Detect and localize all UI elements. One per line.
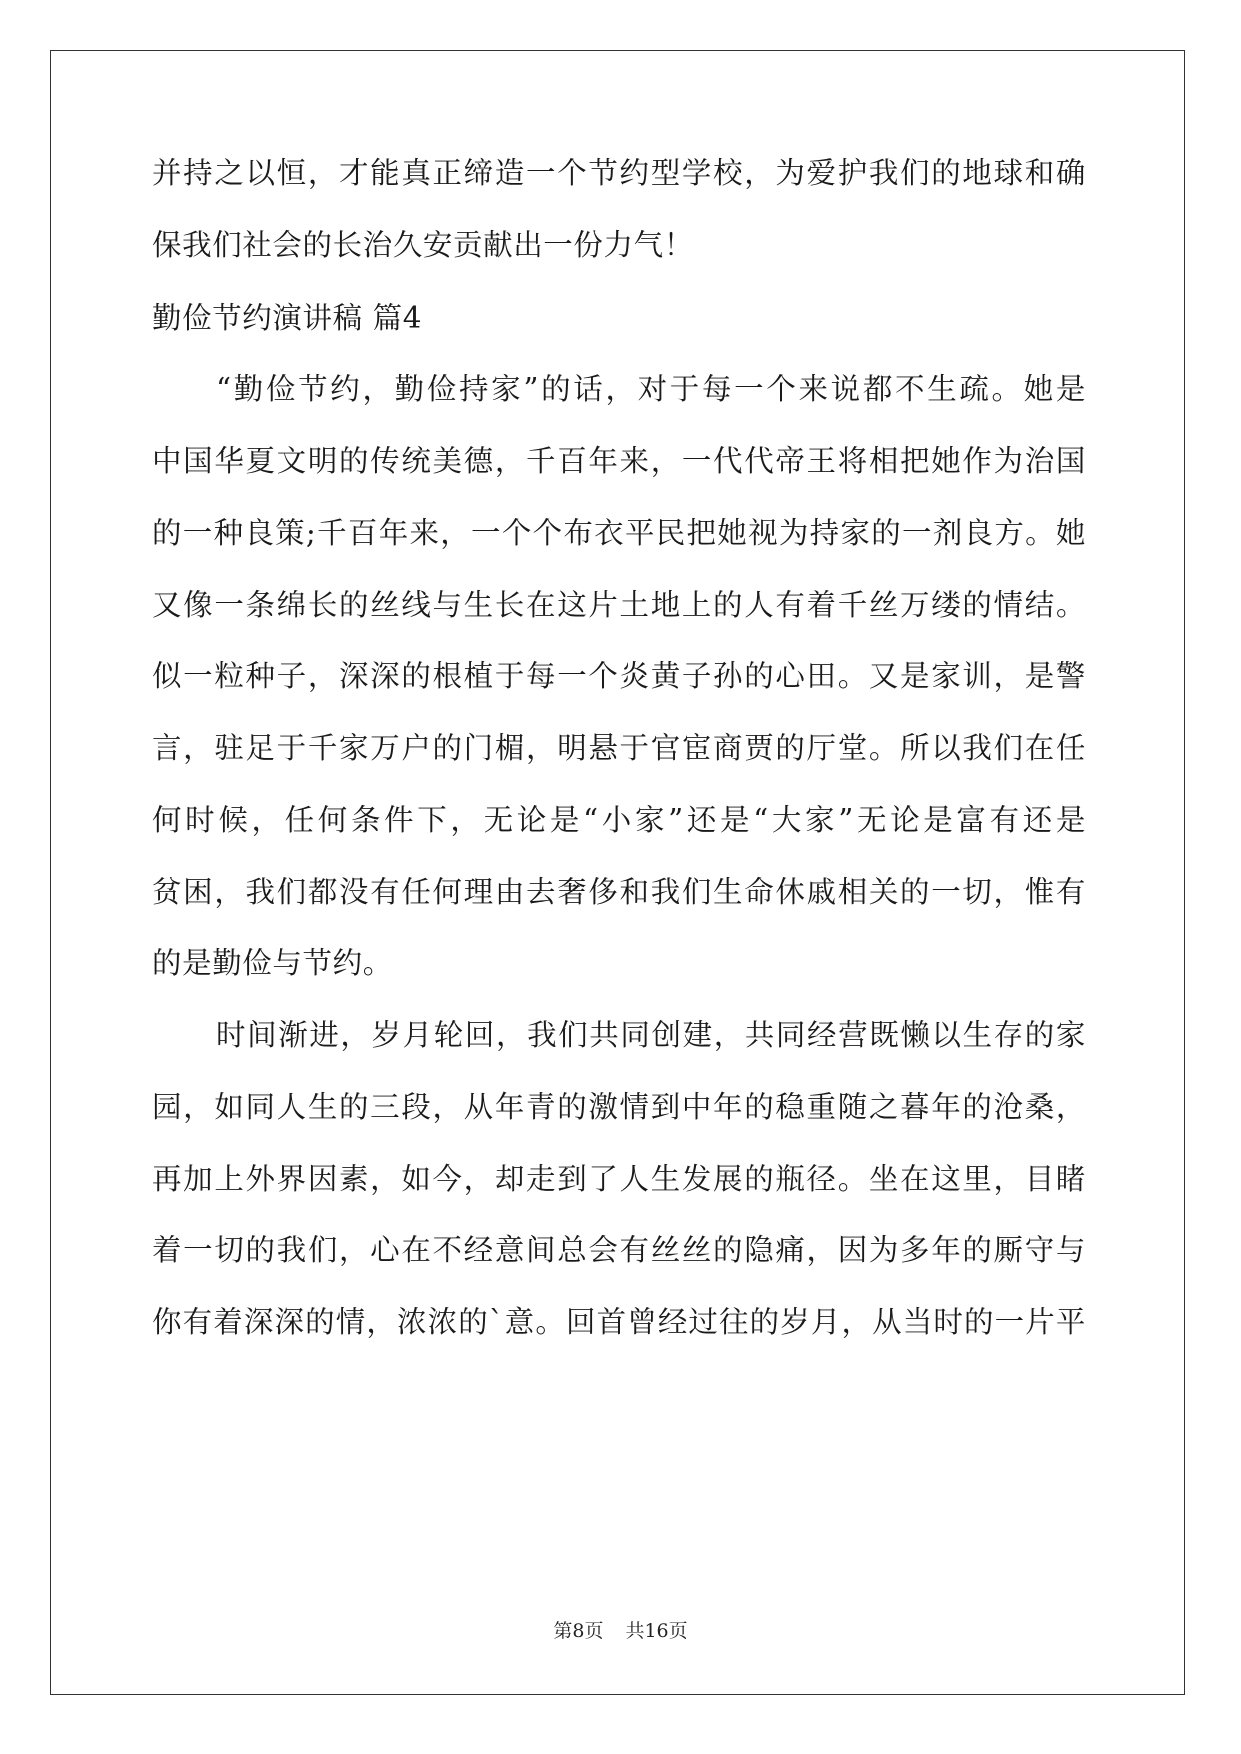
section-heading: 勤俭节约演讲稿 篇4 xyxy=(152,301,423,335)
paragraph1-line-9: 的是勤俭与节约。 xyxy=(152,946,393,980)
paragraph1-line-4: 又像一条绵长的丝线与生长在这片土地上的人有着千丝万缕的情结。 xyxy=(152,588,1086,622)
paragraph2-line-2: 园，如同人生的三段，从年青的激情到中年的稳重随之暮年的沧桑， xyxy=(152,1090,1086,1124)
total-pages-label: 共16页 xyxy=(625,1620,688,1642)
continuation-line-1: 并持之以恒，才能真正缔造一个节约型学校，为爱护我们的地球和确 xyxy=(152,156,1086,190)
paragraph2-line-5: 你有着深深的情，浓浓的`意。回首曾经过往的岁月，从当时的一片平 xyxy=(152,1305,1086,1339)
page-footer xyxy=(0,1618,1241,1644)
paragraph1-line-5: 似一粒种子，深深的根植于每一个炎黄子孙的心田。又是家训，是警 xyxy=(152,659,1086,693)
current-page-label: 第8页 xyxy=(553,1620,604,1642)
paragraph1-line-6: 言，驻足于千家万户的门楣，明悬于官宦商贾的厅堂。所以我们在任 xyxy=(152,731,1086,765)
paragraph1-line-1: “勤俭节约，勤俭持家”的话，对于每一个来说都不生疏。她是 xyxy=(216,372,1086,406)
paragraph1-line-7: 何时候，任何条件下，无论是“小家”还是“大家”无论是富有还是 xyxy=(152,803,1086,837)
paragraph2-line-3: 再加上外界因素，如今，却走到了人生发展的瓶径。坐在这里，目睹 xyxy=(152,1162,1086,1196)
paragraph2-line-4: 着一切的我们，心在不经意间总会有丝丝的隐痛，因为多年的厮守与 xyxy=(152,1233,1086,1267)
paragraph1-line-3: 的一种良策;千百年来，一个个布衣平民把她视为持家的一剂良方。她 xyxy=(152,516,1086,550)
paragraph1-line-8: 贫困，我们都没有任何理由去奢侈和我们生命休戚相关的一切，惟有 xyxy=(152,875,1086,909)
paragraph1-line-2: 中国华夏文明的传统美德，千百年来，一代代帝王将相把她作为治国 xyxy=(152,444,1086,478)
paragraph2-line-1: 时间渐进，岁月轮回，我们共同创建，共同经营既懒以生存的家 xyxy=(216,1018,1086,1052)
continuation-line-2: 保我们社会的长治久安贡献出一份力气！ xyxy=(152,228,694,262)
